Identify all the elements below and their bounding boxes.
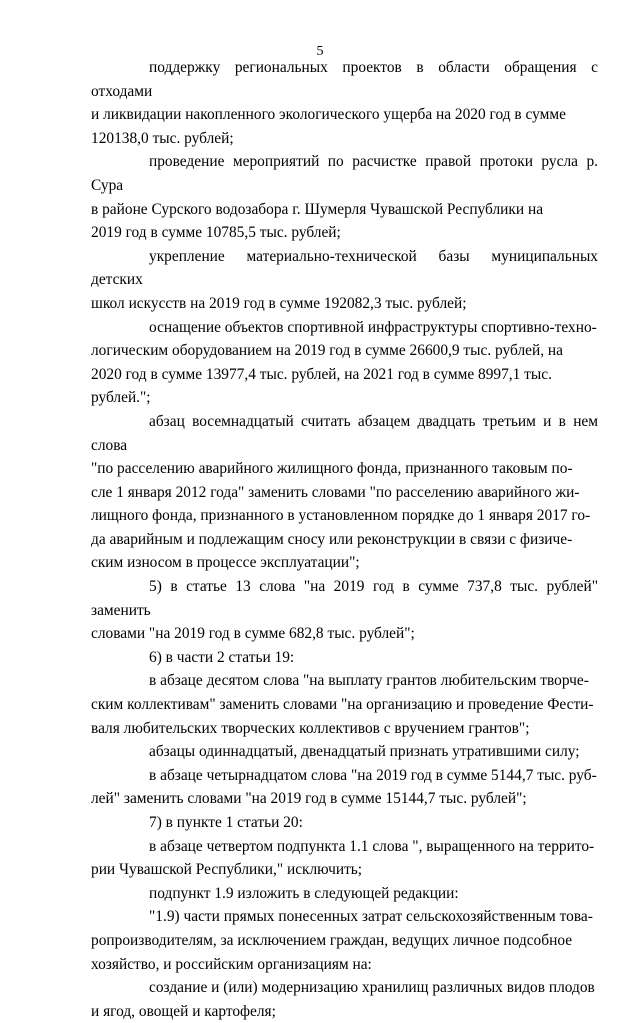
paragraph: абзац восемнадцатый считать абзацем двадцать третьим и в нем слова "по расселению аварийного жилищного фонда, признанного таковым по- сле 1 января 2012 года" заменить словами "по расселению аварийного жи- лищного фонда, признанного в установленном порядке до 1 января 2017 го- да аварийным и подлежащим сносу или реконструкции в связи с физиче- ским износом в процессе эксплуатации"; <box>91 412 598 572</box>
paragraph: "1.9) части прямых понесенных затрат сельскохозяйственным това- ропроизводителям, за исключением граждан, ведущих личное подсобное хозяйство, и российским организациям на: <box>91 908 593 973</box>
paragraph: оснащение объектов спортивной инфраструктуры спортивно-техно- логическим оборудованием на 2019 год в сумме 26600,9 тыс. рублей, на 2020 год в сумме 13977,4 тыс. рублей, на 2021 год в сумме 8997,1 тыс. рублей."; <box>91 318 597 407</box>
paragraph: 5) в статье 13 слова "на 2019 год в сумме 737,8 тыс. рублей" заменить словами "на 2019 год в сумме 682,8 тыс. рублей"; <box>91 578 598 643</box>
paragraph: абзацы одиннадцатый, двенадцатый признать утратившими силу; <box>149 743 580 761</box>
paragraph: в абзаце четырнадцатом слова "на 2019 год в сумме 5144,7 тыс. руб- лей" заменить словами "на 2019 год в сумме 15144,7 тыс. рублей"; <box>91 766 597 808</box>
document-body <box>91 56 598 1023</box>
paragraph: создание и (или) модернизацию хранилищ различных видов плодов и ягод, овощей и картофеля; <box>91 979 595 1020</box>
paragraph: 7) в пункте 1 статьи 20: <box>149 814 303 831</box>
paragraph: проведение мероприятий по расчистке правой протоки русла р. Сура в районе Сурского водозабора г. Шумерля Чувашской Республики на 2019 год в сумме 10785,5 тыс. рублей; <box>91 153 598 242</box>
paragraph: укрепление материально-технической базы муниципальных детских школ искусств на 2019 год в сумме 192082,3 тыс. рублей; <box>91 247 598 312</box>
paragraph: 6) в части 2 статьи 19: <box>149 648 295 666</box>
paragraph: в абзаце четвертом подпункта 1.1 слова ", выращенного на террито- рии Чувашской Республики," исключить; <box>91 837 595 879</box>
paragraph: поддержку региональных проектов в области обращения с отходами и ликвидации накопленного экологического ущерба на 2020 год в сумме 120138,0 тыс. рублей; <box>91 59 598 147</box>
page-number: 5 <box>316 44 324 59</box>
paragraph: подпункт 1.9 изложить в следующей редакции: <box>149 884 459 902</box>
paragraph: в абзаце десятом слова "на выплату грантов любительским творче- ским коллективам" заменить словами "на организацию и проведение Фести- валя любительских творческих коллективов с вручением грантов"; <box>91 672 594 737</box>
